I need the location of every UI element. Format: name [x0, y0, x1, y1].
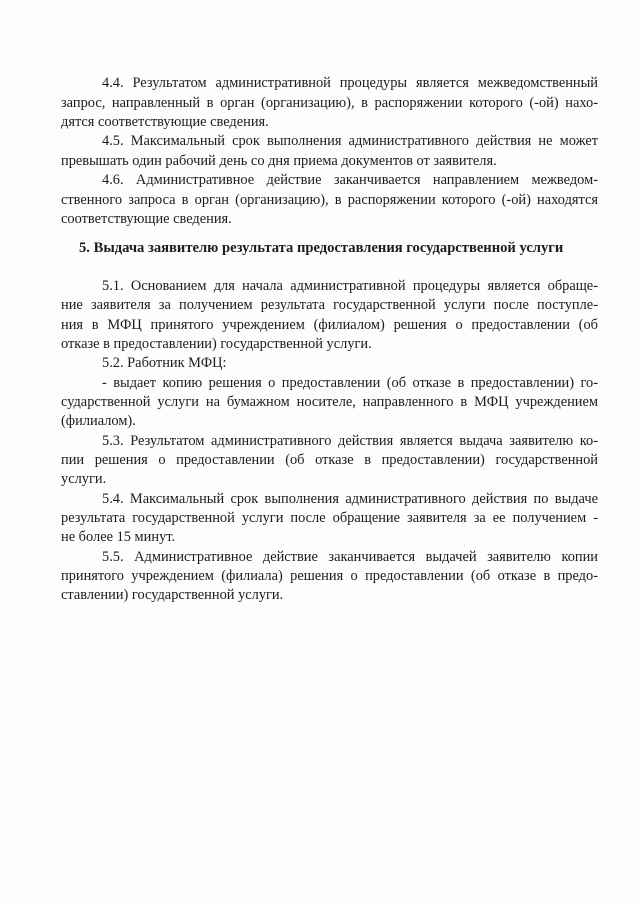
paragraph-5-3-line-2: пии решения о предоставлении (об отказе в предоставлении) государственной — [61, 452, 598, 468]
paragraph-5-2-line-3: сударственной услуги на бумажном носителе, направленного в МФЦ учреждением — [61, 394, 598, 410]
paragraph-5-2-line-2: - выдает копию решения о предоставлении (об отказе в предоставлении) го- — [102, 375, 598, 391]
paragraph-5-4-line-2: результата государственной услуги после обращение заявителя за ее получением - — [61, 510, 598, 526]
paragraph-4-4-line-2: запрос, направленный в орган (организацию), в распоряжении которого (-ой) нахо- — [61, 95, 598, 111]
section-5-heading: 5. Выдача заявителю результата предоставления государственной услуги — [79, 240, 564, 256]
paragraph-5-1-line-2: ние заявителя за получением результата государственной услуги после поступле- — [61, 297, 598, 313]
paragraph-5-3-line-1: 5.3. Результатом административного действия является выдача заявителю ко- — [102, 433, 598, 449]
paragraph-5-1-line-4: отказе в предоставлении) государственной услуги. — [61, 336, 372, 352]
paragraph-4-4-line-3: дятся соответствующие сведения. — [61, 114, 269, 130]
paragraph-5-1-line-1: 5.1. Основанием для начала административной процедуры является обраще- — [102, 278, 598, 294]
paragraph-4-5-line-1: 4.5. Максимальный срок выполнения административного действия не может — [102, 133, 598, 149]
paragraph-5-5-line-2: принятого учреждением (филиала) решения о предоставлении (об отказе в предо- — [61, 568, 598, 584]
paragraph-5-4-line-1: 5.4. Максимальный срок выполнения административного действия по выдаче — [102, 491, 598, 507]
paragraph-5-4-line-3: не более 15 минут. — [61, 529, 176, 545]
paragraph-5-3-line-3: услуги. — [61, 471, 107, 487]
paragraph-4-6-line-1: 4.6. Административное действие заканчивается направлением межведом- — [102, 172, 598, 188]
paragraph-4-5-line-2: превышать один рабочий день со дня приема документов от заявителя. — [61, 153, 497, 169]
paragraph-5-2-line-4: (филиалом). — [61, 413, 136, 429]
paragraph-5-5-line-3: ставлении) государственной услуги. — [61, 587, 284, 603]
paragraph-4-4-line-1: 4.4. Результатом административной процедуры является межведомственный — [102, 75, 598, 91]
paragraph-4-6-line-2: ственного запроса в орган (организацию), в распоряжении которого (-ой) находятся — [61, 192, 598, 208]
paragraph-5-2-line-1: 5.2. Работник МФЦ: — [102, 355, 227, 371]
paragraph-4-6-line-3: соответствующие сведения. — [61, 211, 232, 227]
paragraph-5-5-line-1: 5.5. Административное действие заканчивается выдачей заявителю копии — [102, 549, 598, 565]
paragraph-5-1-line-3: ния в МФЦ принятого учреждением (филиалом) решения о предоставлении (об — [61, 317, 598, 333]
